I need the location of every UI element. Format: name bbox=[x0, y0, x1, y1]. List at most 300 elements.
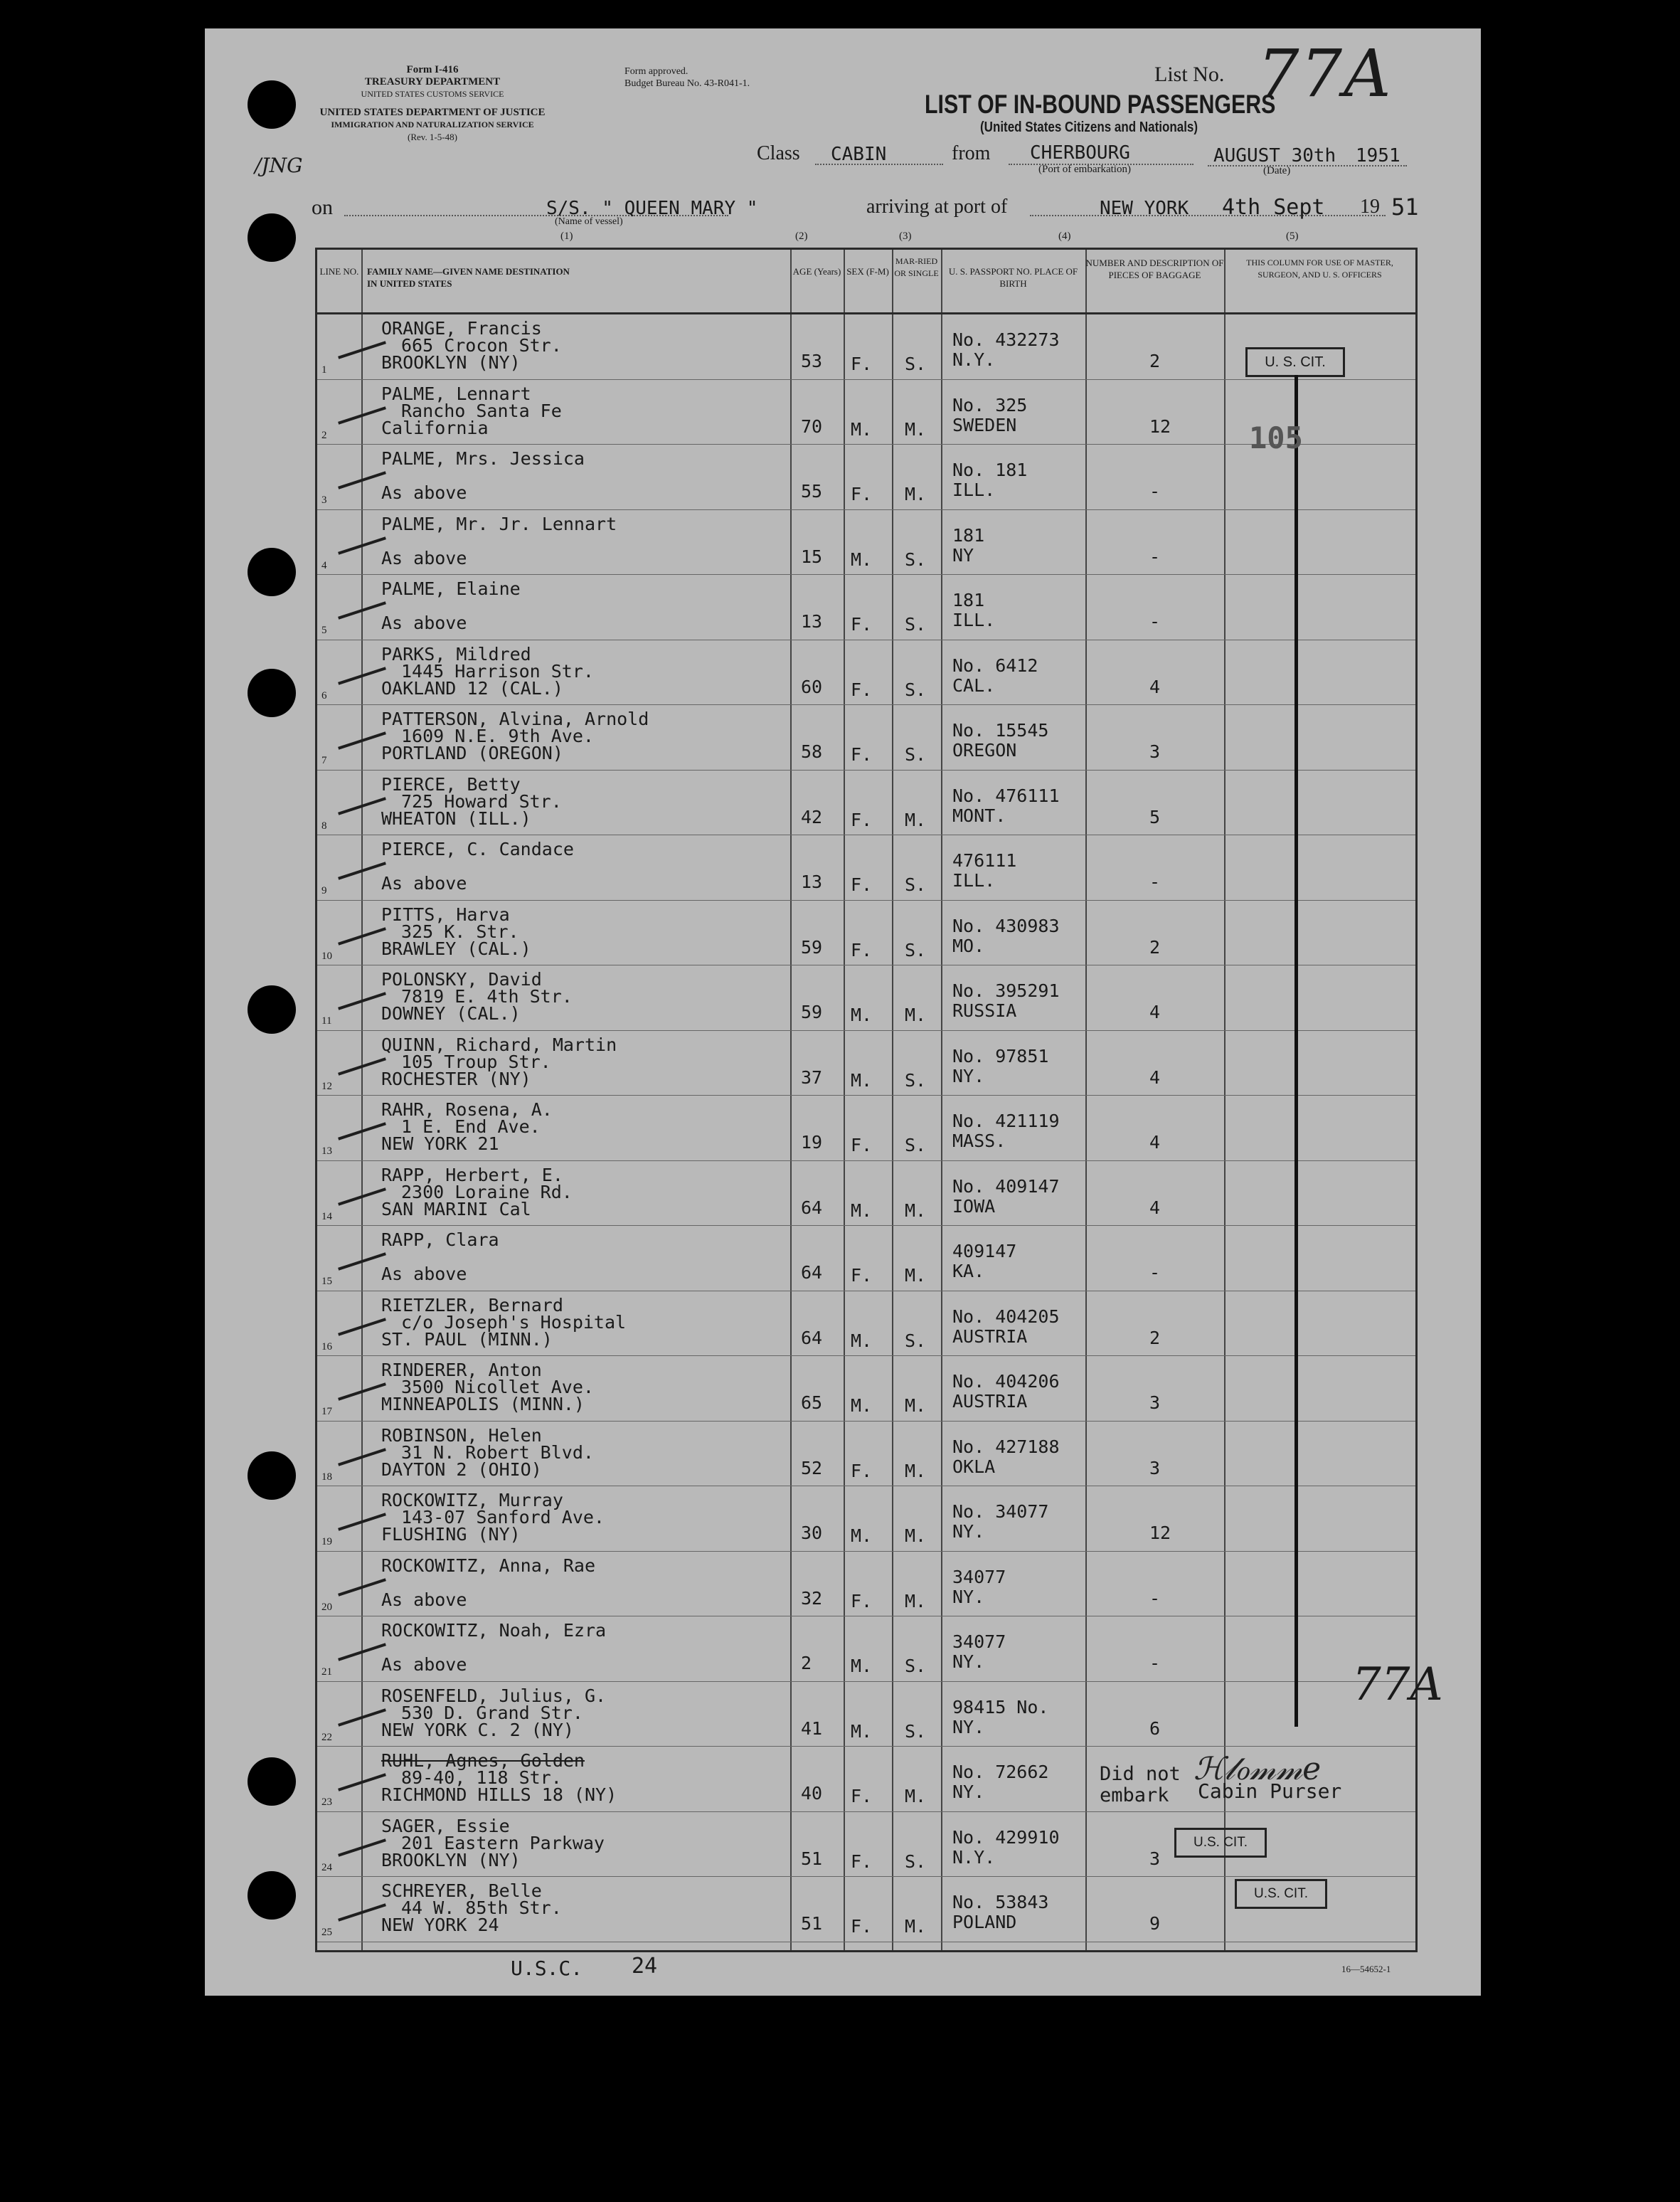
table-row bbox=[317, 1226, 1415, 1291]
passenger-name: PATTERSON, Alvina, Arnold bbox=[381, 709, 649, 729]
sex: F. bbox=[851, 614, 873, 635]
destination: NEW YORK 24 bbox=[381, 1915, 499, 1935]
line-number: 19 bbox=[321, 1536, 332, 1547]
vessel-caption: (Name of vessel) bbox=[555, 216, 623, 227]
destination: BROOKLYN (NY) bbox=[381, 352, 521, 373]
binder-hole bbox=[248, 985, 296, 1034]
sex: M. bbox=[851, 1656, 873, 1676]
place-of-birth: NY. bbox=[952, 1782, 985, 1802]
usc-label: U.S.C. bbox=[511, 1957, 583, 1980]
passport-number: No. 404206 bbox=[952, 1371, 1060, 1392]
revision: (Rev. 1-5-48) bbox=[408, 132, 457, 142]
baggage-count: 2 bbox=[1149, 351, 1161, 371]
line-number: 1 bbox=[321, 364, 327, 376]
line-number: 6 bbox=[321, 689, 327, 702]
form-number: Form I-416 bbox=[406, 64, 459, 75]
passport-number: 409147 bbox=[952, 1241, 1017, 1261]
destination: BROOKLYN (NY) bbox=[381, 1849, 521, 1870]
marital-status: M. bbox=[905, 1395, 927, 1416]
checkmark bbox=[338, 1318, 386, 1335]
col-head-married: MAR-RIED OR SINGLE bbox=[894, 256, 939, 278]
vessel-name: S/S. " QUEEN MARY " bbox=[546, 198, 758, 219]
marital-status: M. bbox=[905, 1200, 927, 1221]
col-head-sex: SEX (F-M) bbox=[846, 266, 889, 277]
baggage-count: 6 bbox=[1149, 1717, 1161, 1739]
place-of-birth: NY. bbox=[952, 1521, 985, 1542]
address-line: 105 Troup Str. bbox=[401, 1051, 551, 1072]
departure-date: AUGUST 30th bbox=[1213, 145, 1336, 166]
date-caption: (Date) bbox=[1263, 165, 1291, 176]
line-number: 15 bbox=[321, 1276, 332, 1287]
place-of-birth: RUSSIA bbox=[952, 1000, 1017, 1021]
marital-status: S. bbox=[905, 354, 927, 374]
table-row bbox=[317, 835, 1415, 901]
sex: F. bbox=[851, 1265, 873, 1286]
marital-status: M. bbox=[905, 1916, 927, 1937]
line-number: 14 bbox=[321, 1210, 332, 1222]
address-line: 530 D. Grand Str. bbox=[401, 1702, 583, 1723]
address-line: 325 K. Str. bbox=[401, 921, 519, 942]
marital-status: M. bbox=[905, 1005, 927, 1025]
binder-hole bbox=[248, 1871, 296, 1920]
purser-signature: ℋ𝓁ℴ𝓂𝓂𝑒 bbox=[1193, 1751, 1322, 1787]
address-line: 31 N. Robert Blvd. bbox=[401, 1441, 594, 1463]
passenger-name: PARKS, Mildred bbox=[381, 643, 531, 665]
baggage-count: - bbox=[1149, 1262, 1161, 1283]
checkmark bbox=[338, 406, 386, 424]
manifest-sheet bbox=[205, 28, 1481, 1996]
sex: F. bbox=[851, 484, 873, 504]
place-of-birth: AUSTRIA bbox=[952, 1325, 1028, 1347]
line-number: 23 bbox=[321, 1796, 332, 1808]
passenger-name: ROSENFELD, Julius, G. bbox=[381, 1685, 607, 1706]
table-row bbox=[317, 575, 1415, 640]
passenger-name: RUHL, Agnes, Golden bbox=[381, 1750, 585, 1771]
destination: NEW YORK C. 2 (NY) bbox=[381, 1719, 574, 1740]
address-line: 665 Crocon Str. bbox=[401, 335, 562, 356]
line-number: 16 bbox=[321, 1340, 332, 1353]
destination: BRAWLEY (CAL.) bbox=[381, 938, 531, 959]
line-number: 20 bbox=[321, 1601, 332, 1613]
baggage-count: 5 bbox=[1149, 806, 1161, 827]
table-row bbox=[317, 1291, 1415, 1357]
checkmark bbox=[338, 1513, 386, 1530]
col-num-4: (4) bbox=[1058, 231, 1071, 242]
arrival-date: 4th Sept bbox=[1222, 195, 1325, 220]
marital-status: S. bbox=[905, 874, 927, 895]
age: 60 bbox=[801, 676, 823, 697]
class-label: Class bbox=[757, 142, 800, 164]
place-of-birth: KA. bbox=[952, 1261, 985, 1281]
col-num-5: (5) bbox=[1286, 231, 1299, 242]
place-of-birth: NY. bbox=[952, 1586, 985, 1607]
age: 19 bbox=[801, 1132, 823, 1153]
us-cit-stamp-2: U.S. CIT. bbox=[1174, 1828, 1267, 1858]
from-label: from bbox=[952, 142, 991, 164]
col-num-3: (3) bbox=[899, 231, 912, 242]
col-head-line: LINE NO. bbox=[319, 266, 359, 277]
checkmark bbox=[338, 601, 386, 619]
baggage-count: 2 bbox=[1149, 1327, 1161, 1348]
marital-status: S. bbox=[905, 939, 927, 960]
checkmark bbox=[338, 1252, 386, 1270]
justice-dept: UNITED STATES DEPARTMENT OF JUSTICE bbox=[319, 107, 546, 118]
table-row bbox=[317, 640, 1415, 706]
passport-number: 34077 bbox=[952, 1566, 1006, 1587]
place-of-birth: NY bbox=[952, 544, 974, 566]
table-row bbox=[317, 705, 1415, 771]
treasury-dept: TREASURY DEPARTMENT bbox=[364, 76, 501, 88]
place-of-birth: NY. bbox=[952, 1651, 985, 1672]
baggage-count: - bbox=[1149, 872, 1161, 892]
class-value: CABIN bbox=[831, 144, 887, 165]
destination: FLUSHING (NY) bbox=[381, 1524, 521, 1545]
baggage-count: 9 bbox=[1149, 1913, 1161, 1934]
sex: M. bbox=[851, 1395, 873, 1416]
col-head-age: AGE (Years) bbox=[792, 266, 841, 277]
on-label: on bbox=[312, 196, 333, 219]
table-row bbox=[317, 1161, 1415, 1227]
passport-number: 34077 bbox=[952, 1631, 1006, 1652]
bracket-line bbox=[1294, 375, 1298, 1727]
place-of-birth: SWEDEN bbox=[952, 414, 1017, 435]
marital-status: M. bbox=[905, 418, 927, 440]
list-number-handwritten: 77A bbox=[1352, 1658, 1443, 1711]
address-line: 89-40, 118 Str. bbox=[401, 1767, 562, 1788]
place-of-birth: OREGON bbox=[952, 740, 1017, 761]
place-of-birth: N.Y. bbox=[952, 1846, 996, 1868]
ins: IMMIGRATION AND NATURALIZATION SERVICE bbox=[331, 120, 534, 129]
marital-status: S. bbox=[905, 744, 927, 765]
destination: DAYTON 2 (OHIO) bbox=[381, 1459, 542, 1480]
place-of-birth: MO. bbox=[952, 935, 985, 956]
us-cit-stamp: U. S. CIT. bbox=[1245, 347, 1345, 377]
destination: SAN MARINI Cal bbox=[381, 1198, 531, 1219]
passport-number: 98415 No. bbox=[952, 1696, 1049, 1717]
marital-status: S. bbox=[905, 1330, 927, 1351]
line-number: 7 bbox=[321, 755, 327, 766]
destination: NEW YORK 21 bbox=[381, 1133, 499, 1154]
checkmark bbox=[338, 1122, 386, 1140]
place-of-birth: NY. bbox=[952, 1065, 985, 1086]
arrival-year: 51 bbox=[1391, 194, 1419, 221]
sex: M. bbox=[851, 1200, 873, 1221]
marital-status: M. bbox=[905, 1265, 927, 1286]
baggage-count: 4 bbox=[1149, 1002, 1161, 1022]
from-value: CHERBOURG bbox=[1030, 142, 1130, 164]
age: 51 bbox=[801, 1848, 823, 1869]
table-row bbox=[317, 1486, 1415, 1552]
col-num-2: (2) bbox=[795, 231, 808, 242]
date-line bbox=[1208, 165, 1407, 166]
table-row bbox=[317, 1616, 1415, 1682]
binder-hole bbox=[248, 1451, 296, 1500]
passenger-name: RIETZLER, Bernard bbox=[381, 1294, 563, 1316]
sex: M. bbox=[851, 1720, 873, 1742]
sex: M. bbox=[851, 1005, 873, 1025]
place-of-birth: NY. bbox=[952, 1716, 985, 1737]
baggage-count: 4 bbox=[1149, 676, 1161, 697]
sex: F. bbox=[851, 809, 873, 830]
passport-number: No. 432273 bbox=[952, 329, 1060, 350]
age: 64 bbox=[801, 1262, 823, 1283]
address-line: c/o Joseph's Hospital bbox=[401, 1311, 627, 1333]
table-row bbox=[317, 1682, 1415, 1747]
budget-bureau: Budget Bureau No. 43-R041-1. bbox=[624, 78, 750, 89]
sex: M. bbox=[851, 1525, 873, 1546]
baggage-count: - bbox=[1149, 611, 1161, 632]
address-line: 7819 E. 4th Str. bbox=[401, 986, 573, 1007]
marital-status: S. bbox=[905, 1656, 927, 1676]
table-row bbox=[317, 771, 1415, 836]
address-line: 725 Howard Str. bbox=[401, 790, 562, 812]
form-title: LIST OF IN-BOUND PASSENGERS bbox=[925, 90, 1276, 119]
line-number: 3 bbox=[321, 494, 327, 506]
age: 41 bbox=[801, 1717, 823, 1739]
departure-year: 1951 bbox=[1356, 145, 1400, 166]
passenger-name: ROCKOWITZ, Murray bbox=[381, 1490, 563, 1510]
passport-number: No. 34077 bbox=[952, 1501, 1049, 1522]
checkmark bbox=[338, 1448, 386, 1466]
passenger-name: RINDERER, Anton bbox=[381, 1360, 542, 1380]
checkmark bbox=[338, 1838, 386, 1856]
passport-number: No. 404205 bbox=[952, 1306, 1060, 1327]
col-num-1: (1) bbox=[560, 231, 573, 242]
marital-status: M. bbox=[905, 1590, 927, 1611]
us-cit-stamp-3: U.S. CIT. bbox=[1235, 1879, 1327, 1909]
arrival-line bbox=[1030, 215, 1386, 216]
line-number: 10 bbox=[321, 950, 332, 962]
port-caption: (Port of embarkation) bbox=[1038, 164, 1131, 175]
passport-number: No. 430983 bbox=[952, 915, 1060, 936]
sex: M. bbox=[851, 1069, 873, 1091]
place-of-birth: MASS. bbox=[952, 1131, 1006, 1151]
age: 58 bbox=[801, 741, 823, 762]
col-head-officers: THIS COLUMN FOR USE OF MASTER, SURGEON, AND U. S. OFFICERS bbox=[1246, 258, 1393, 280]
table-row bbox=[317, 1031, 1415, 1096]
form-approved: Form approved. bbox=[624, 66, 689, 77]
checkmark bbox=[338, 992, 386, 1010]
place-of-birth: AUSTRIA bbox=[952, 1391, 1028, 1412]
number-105: 105 bbox=[1249, 420, 1303, 455]
age: 32 bbox=[801, 1587, 823, 1609]
age: 70 bbox=[801, 415, 823, 437]
passenger-name: QUINN, Richard, Martin bbox=[381, 1034, 617, 1055]
marital-status: M. bbox=[905, 1525, 927, 1546]
passenger-name: RAPP, Herbert, E. bbox=[381, 1164, 563, 1185]
checkmark bbox=[338, 1773, 386, 1791]
passenger-table bbox=[315, 248, 1443, 1952]
passenger-name: PIERCE, C. Candace bbox=[381, 839, 574, 859]
line-number: 13 bbox=[321, 1145, 332, 1157]
passport-number: 181 bbox=[952, 590, 985, 610]
passport-number: No. 476111 bbox=[952, 785, 1060, 806]
destination: As above bbox=[381, 1264, 467, 1284]
baggage-count: - bbox=[1149, 1587, 1161, 1609]
checkmark bbox=[338, 1057, 386, 1075]
age: 64 bbox=[801, 1327, 823, 1348]
table-row bbox=[317, 1552, 1415, 1617]
address-line: Rancho Santa Fe bbox=[401, 400, 562, 421]
sex: F. bbox=[851, 1460, 873, 1481]
checkmark bbox=[338, 927, 386, 945]
baggage-count: Did not embark bbox=[1100, 1763, 1181, 1806]
age: 55 bbox=[801, 481, 823, 502]
customs-service: UNITED STATES CUSTOMS SERVICE bbox=[361, 89, 504, 99]
checkmark bbox=[338, 341, 386, 359]
sex: F. bbox=[851, 1135, 873, 1155]
sex: F. bbox=[851, 874, 873, 895]
table-row bbox=[317, 965, 1415, 1031]
passenger-name: ORANGE, Francis bbox=[381, 318, 542, 339]
place-of-birth: MONT. bbox=[952, 805, 1006, 826]
binder-hole bbox=[248, 213, 296, 262]
sex: F. bbox=[851, 744, 873, 765]
cabin-purser: Cabin Purser bbox=[1198, 1779, 1342, 1803]
destination: As above bbox=[381, 547, 467, 568]
destination: RICHMOND HILLS 18 (NY) bbox=[381, 1784, 617, 1805]
line-number: 9 bbox=[321, 885, 327, 896]
marital-status: S. bbox=[905, 1720, 927, 1742]
table-row bbox=[317, 510, 1415, 576]
baggage-count: - bbox=[1149, 1653, 1161, 1673]
passenger-name: PITTS, Harva bbox=[381, 904, 510, 925]
line-number: 5 bbox=[321, 625, 327, 636]
marital-status: S. bbox=[905, 1069, 927, 1091]
checkmark bbox=[338, 1187, 386, 1205]
line-number: 22 bbox=[321, 1731, 332, 1743]
passenger-name: PALME, Elaine bbox=[381, 578, 521, 599]
marital-status: S. bbox=[905, 679, 927, 700]
destination: DOWNEY (CAL.) bbox=[381, 1003, 521, 1024]
sex: M. bbox=[851, 1330, 873, 1351]
checkmark bbox=[338, 862, 386, 879]
baggage-count: 3 bbox=[1149, 1457, 1161, 1478]
age: 13 bbox=[801, 611, 823, 632]
age: 2 bbox=[801, 1653, 812, 1673]
checkmark bbox=[338, 667, 386, 684]
marital-status: M. bbox=[905, 1460, 927, 1481]
passenger-name: RAPP, Clara bbox=[381, 1229, 499, 1250]
col-head-passport: U. S. PASSPORT NO. PLACE OF BIRTH bbox=[948, 266, 1078, 289]
passport-number: No. 181 bbox=[952, 460, 1028, 480]
passenger-name: ROBINSON, Helen bbox=[381, 1424, 542, 1446]
checkmark bbox=[338, 1643, 386, 1661]
passenger-name: ROCKOWITZ, Noah, Ezra bbox=[381, 1620, 607, 1641]
passport-number: No. 15545 bbox=[952, 720, 1049, 741]
usc-count: 24 bbox=[632, 1954, 658, 1979]
destination: As above bbox=[381, 1589, 467, 1610]
destination: ROCHESTER (NY) bbox=[381, 1068, 531, 1089]
place-of-birth: OKLA bbox=[952, 1456, 996, 1477]
passport-number: No. 409147 bbox=[952, 1175, 1060, 1197]
list-no-label: List No. bbox=[1154, 63, 1225, 86]
passenger-name: SCHREYER, Belle bbox=[381, 1880, 542, 1901]
initials-note: /JNG bbox=[255, 154, 303, 177]
list-no-value: 77A bbox=[1258, 36, 1393, 112]
destination: PORTLAND (OREGON) bbox=[381, 743, 563, 763]
sex: F. bbox=[851, 1851, 873, 1872]
destination: OAKLAND 12 (CAL.) bbox=[381, 677, 563, 699]
passport-number: No. 427188 bbox=[952, 1436, 1060, 1457]
sex: M. bbox=[851, 549, 873, 570]
place-of-birth: IOWA bbox=[952, 1195, 996, 1217]
age: 37 bbox=[801, 1066, 823, 1088]
line-number: 21 bbox=[321, 1666, 332, 1678]
place-of-birth: ILL. bbox=[952, 610, 996, 630]
binder-hole bbox=[248, 80, 296, 129]
sex: F. bbox=[851, 939, 873, 960]
address-line: 143-07 Sanford Ave. bbox=[401, 1507, 605, 1528]
passenger-name: PALME, Lennart bbox=[381, 383, 531, 404]
age: 51 bbox=[801, 1913, 823, 1934]
age: 15 bbox=[801, 546, 823, 567]
address-line: 2300 Loraine Rd. bbox=[401, 1181, 573, 1202]
address-line: 1 E. End Ave. bbox=[401, 1116, 541, 1137]
address-line: 44 W. 85th Str. bbox=[401, 1897, 562, 1918]
line-number: 11 bbox=[321, 1015, 332, 1027]
sex: F. bbox=[851, 1786, 873, 1806]
col-head-name: FAMILY NAME—GIVEN NAME DESTINATION IN UNITED STATES bbox=[367, 266, 570, 289]
baggage-count: 3 bbox=[1149, 1392, 1161, 1413]
arriving-label: arriving at port of bbox=[866, 196, 1008, 218]
table-row bbox=[317, 1096, 1415, 1161]
age: 59 bbox=[801, 936, 823, 958]
sex: M. bbox=[851, 418, 873, 440]
age: 52 bbox=[801, 1457, 823, 1478]
checkmark bbox=[338, 1903, 386, 1921]
passport-number: No. 429910 bbox=[952, 1826, 1060, 1848]
baggage-count: 4 bbox=[1149, 1066, 1161, 1088]
binder-hole bbox=[248, 669, 296, 717]
form-subtitle: (United States Citizens and Nationals) bbox=[980, 120, 1198, 135]
marital-status: S. bbox=[905, 1851, 927, 1872]
marital-status: M. bbox=[905, 809, 927, 830]
destination: As above bbox=[381, 613, 467, 633]
age: 59 bbox=[801, 1002, 823, 1022]
binder-hole bbox=[248, 1757, 296, 1806]
passport-number: 181 bbox=[952, 524, 985, 546]
sex: F. bbox=[851, 1916, 873, 1937]
arrival-port: NEW YORK bbox=[1100, 198, 1189, 219]
line-number: 4 bbox=[321, 559, 327, 571]
place-of-birth: N.Y. bbox=[952, 349, 996, 370]
destination: MINNEAPOLIS (MINN.) bbox=[381, 1394, 585, 1414]
age: 64 bbox=[801, 1197, 823, 1218]
age: 65 bbox=[801, 1392, 823, 1413]
sex: F. bbox=[851, 354, 873, 374]
passport-number: No. 421119 bbox=[952, 1111, 1060, 1131]
passport-number: No. 6412 bbox=[952, 655, 1038, 676]
baggage-count: 12 bbox=[1149, 415, 1171, 437]
table-row bbox=[317, 1422, 1415, 1487]
baggage-count: - bbox=[1149, 481, 1161, 502]
passenger-name: RAHR, Rosena, A. bbox=[381, 1099, 553, 1120]
sex: F. bbox=[851, 679, 873, 700]
age: 13 bbox=[801, 872, 823, 892]
line-number: 12 bbox=[321, 1080, 332, 1092]
age: 30 bbox=[801, 1523, 823, 1543]
arrival-year-prefix: 19 bbox=[1360, 196, 1380, 218]
address-line: 201 Eastern Parkway bbox=[401, 1832, 605, 1853]
baggage-count: 12 bbox=[1149, 1523, 1171, 1543]
destination: As above bbox=[381, 482, 467, 503]
passenger-name: POLONSKY, David bbox=[381, 969, 542, 990]
line-number: 24 bbox=[321, 1861, 332, 1873]
passport-number: No. 53843 bbox=[952, 1892, 1049, 1912]
age: 40 bbox=[801, 1783, 823, 1804]
baggage-count: 3 bbox=[1149, 741, 1161, 762]
